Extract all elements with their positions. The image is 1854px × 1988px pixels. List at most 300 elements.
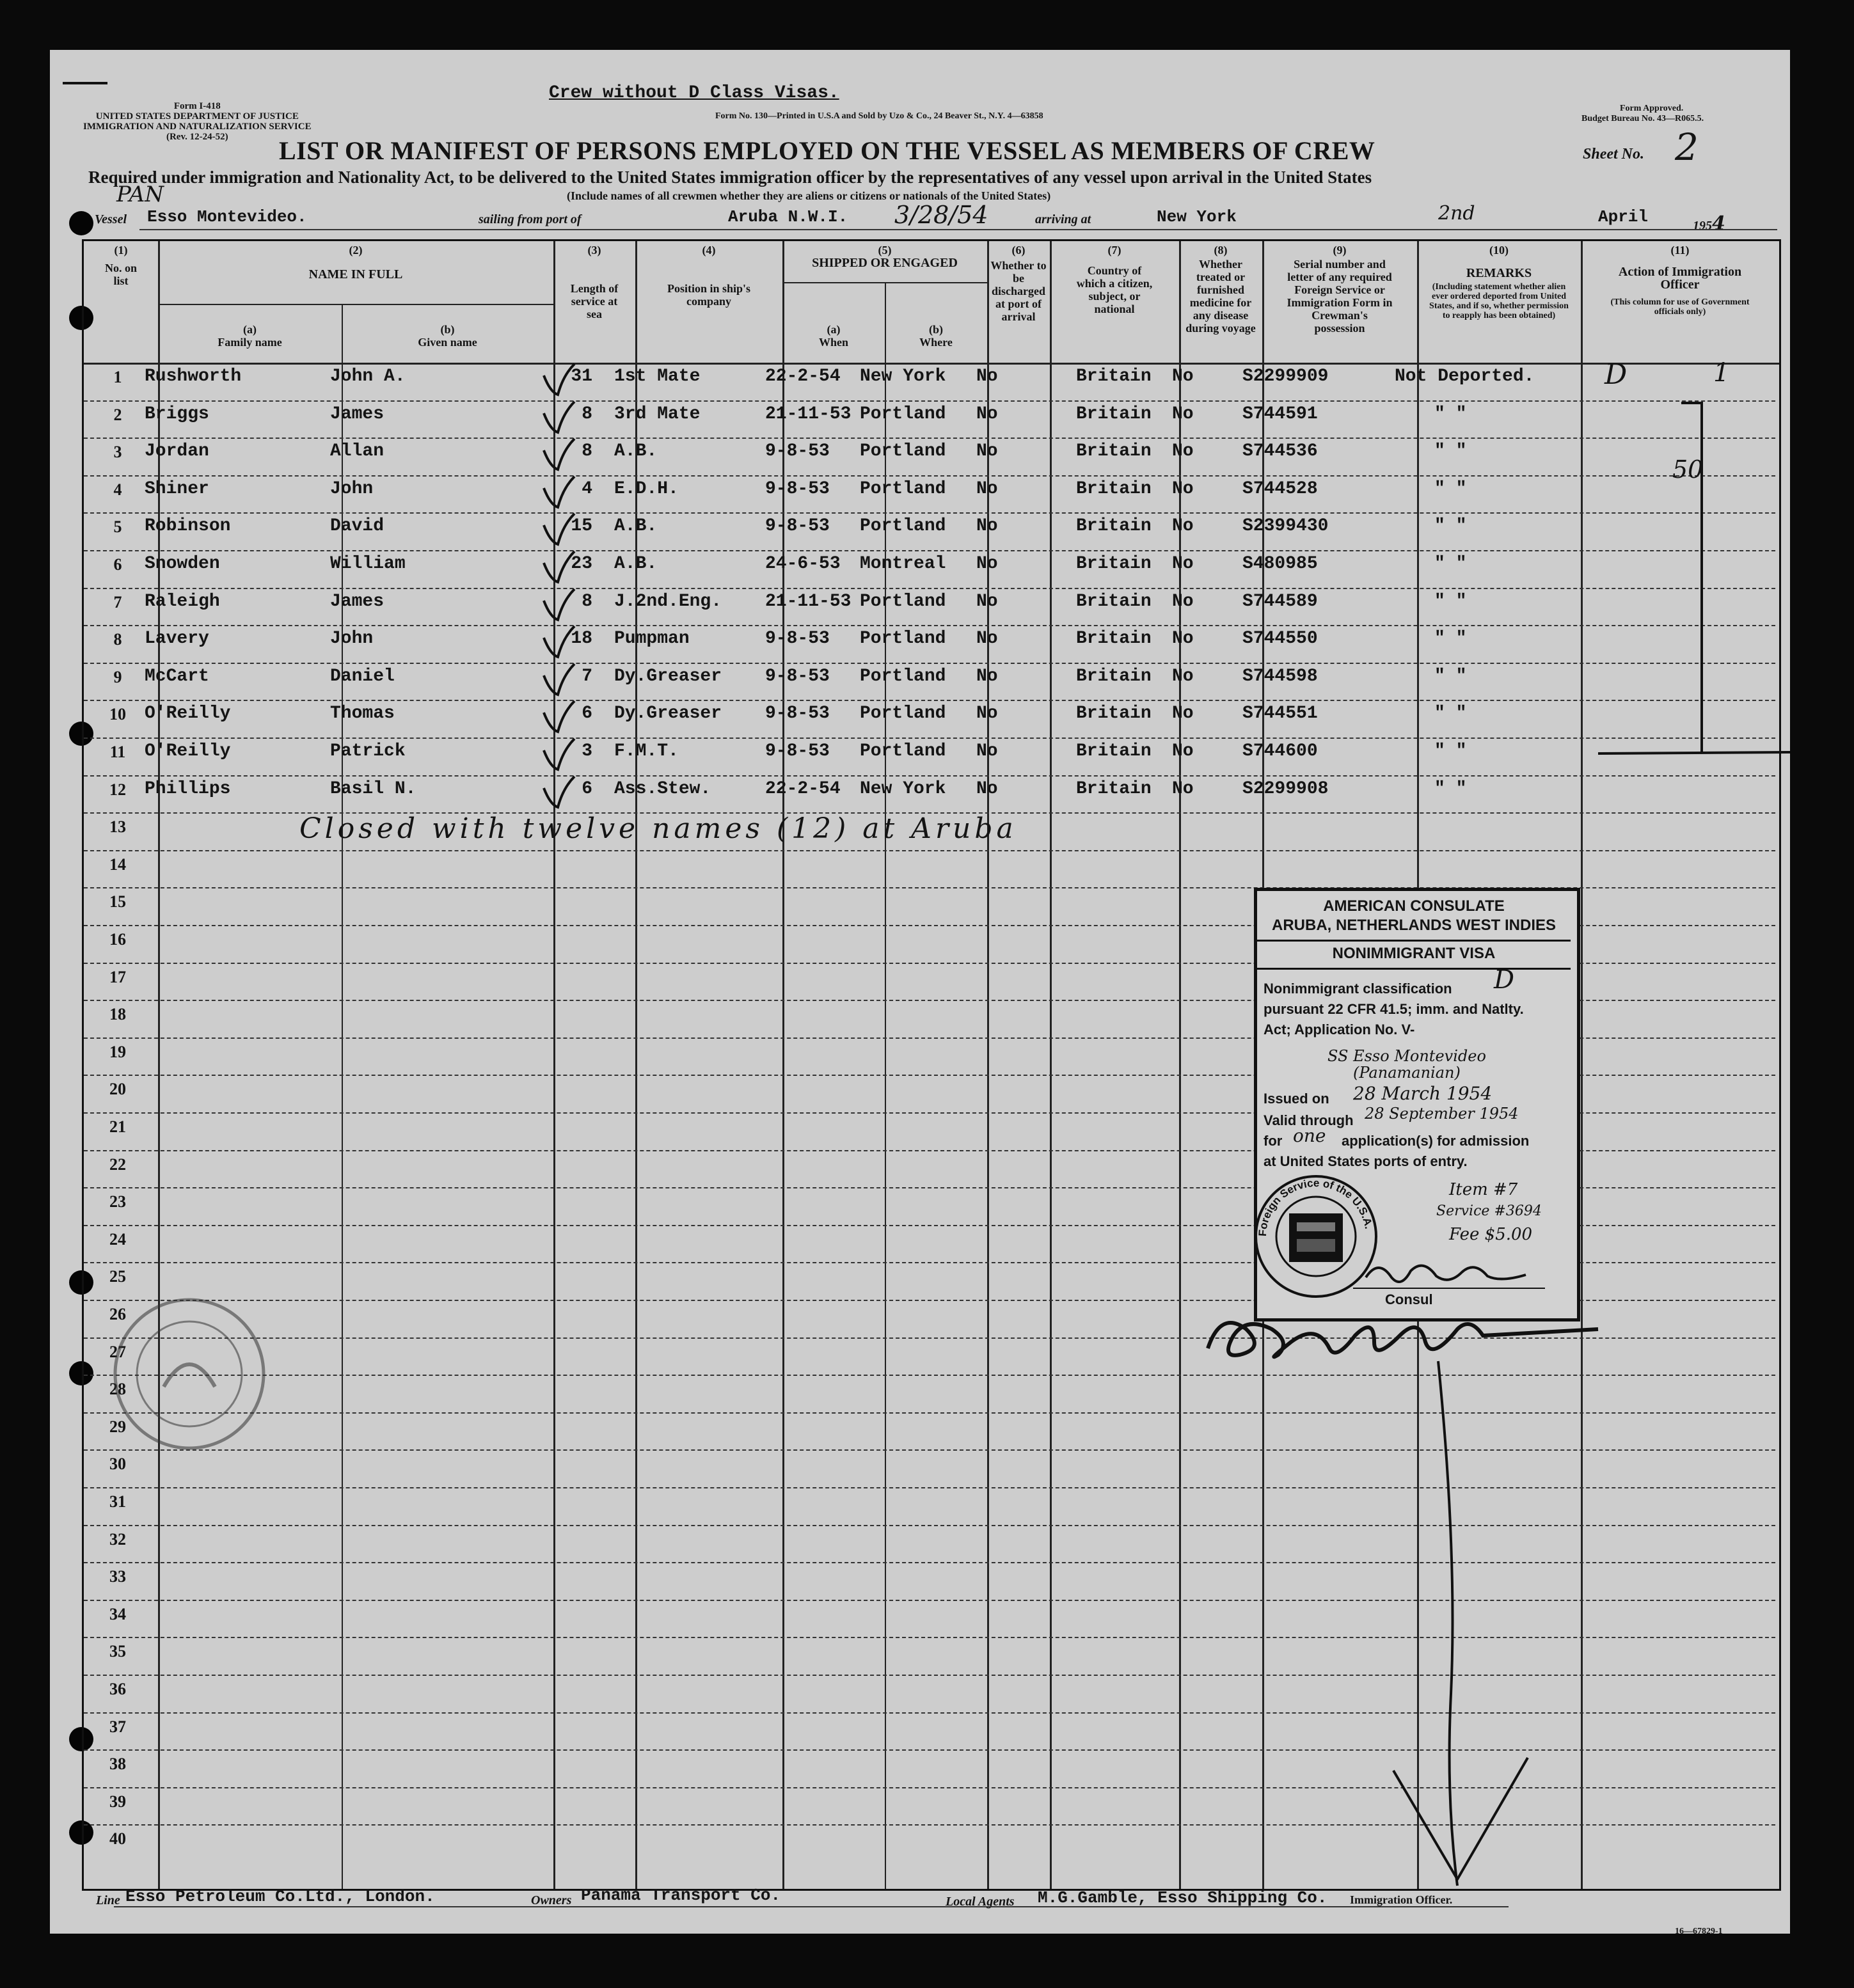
engaged-where-cell: Portland: [860, 441, 946, 462]
remarks-cell: " ": [1434, 591, 1467, 611]
officer-mark-fifty: 50: [1672, 455, 1704, 484]
col11-note: (This column for use of Government officials only): [1610, 297, 1750, 317]
position-cell: 3rd Mate: [614, 404, 701, 424]
col2-number: (2): [349, 244, 363, 256]
table-row: [82, 663, 1777, 700]
form-approved-line: Form Approved.: [1620, 104, 1684, 113]
col3-header: [553, 244, 635, 320]
check-mark-icon: [540, 697, 578, 736]
stamp-rule: [1257, 968, 1571, 970]
family-name-cell: O'Reilly: [145, 741, 231, 761]
remarks-cell: " ": [1434, 778, 1467, 799]
engaged-where-cell: Portland: [860, 704, 946, 724]
table-row: [82, 625, 1777, 662]
stamp-act: Act; Application No. V-: [1264, 1022, 1415, 1037]
position-cell: E.D.H.: [614, 478, 679, 499]
engaged-where-cell: Portland: [860, 591, 946, 611]
footer-line-label: Line: [96, 1893, 120, 1907]
service-length-cell: 8: [582, 591, 592, 611]
row-number: 15: [109, 892, 126, 911]
col11-header: [1581, 244, 1779, 317]
form-number: Form I-418: [173, 101, 221, 111]
row-number: 3: [113, 443, 122, 462]
serial-number-cell: S2299909: [1242, 367, 1329, 386]
discharged-cell: No: [976, 741, 998, 761]
check-mark-icon: [540, 398, 578, 436]
service-length-cell: 6: [582, 778, 592, 799]
service-line: IMMIGRATION AND NATURALIZATION SERVICE: [83, 122, 312, 132]
discharged-cell: No: [976, 666, 998, 686]
footer-line-value: Esso Petroleum Co.Ltd., London.: [125, 1887, 435, 1906]
check-mark-icon: [540, 510, 578, 548]
row-number: 10: [109, 705, 126, 724]
row-number: 7: [113, 592, 122, 611]
col5a-label: When: [818, 336, 848, 349]
sailing-port: Aruba N.W.I.: [728, 207, 848, 226]
col2a-number: (a): [243, 323, 257, 336]
stamp-consulate: AMERICAN CONSULATE: [1323, 897, 1505, 915]
stamp-service: Service #3694: [1436, 1203, 1542, 1219]
row-number: 28: [109, 1380, 126, 1399]
row-number: 13: [109, 817, 126, 837]
page-subnote: (Include names of all crewmen whether they are aliens or citizens or nationals of the United States): [567, 189, 1051, 202]
closing-note: Closed with twelve names (12) at Aruba: [299, 812, 1017, 845]
table-row: [82, 700, 1777, 737]
given-name-cell: John: [330, 478, 374, 499]
stamp-vessel-hand2: (Panamanian): [1353, 1064, 1461, 1082]
discharged-cell: No: [976, 778, 998, 799]
row-number: 37: [109, 1717, 126, 1736]
row-number: 1: [113, 368, 122, 386]
row-number: 40: [109, 1829, 126, 1849]
serial-number-cell: S2399430: [1242, 516, 1329, 537]
row-number: 35: [109, 1642, 126, 1661]
serial-number-cell: S744598: [1242, 666, 1318, 686]
position-cell: Ass.Stew.: [614, 778, 711, 799]
position-cell: F.M.T.: [614, 741, 679, 761]
engaged-where-cell: Portland: [860, 478, 946, 499]
given-name-cell: Patrick: [330, 741, 406, 761]
footer-agents-label: Local Agents: [946, 1895, 1015, 1909]
row-number: 12: [109, 780, 126, 799]
family-name-cell: Shiner: [145, 478, 209, 499]
service-length-cell: 23: [571, 554, 592, 574]
row-number: 2: [113, 405, 122, 424]
engaged-where-cell: Montreal: [860, 554, 946, 574]
col8-number: (8): [1214, 244, 1228, 256]
given-name-cell: Basil N.: [330, 778, 416, 799]
row-number: 6: [113, 555, 122, 574]
col6-header: [987, 244, 1050, 323]
given-name-cell: James: [330, 404, 384, 424]
stamp-valid-label: Valid through: [1264, 1112, 1354, 1128]
row-number: 38: [109, 1755, 126, 1774]
row-number: 9: [113, 667, 122, 686]
stamp-class-label: Nonimmigrant classification: [1264, 981, 1452, 997]
serial-number-cell: S744551: [1242, 704, 1318, 724]
col9-label: Serial number and letter of any required Foreign Service or Immigration Form in Crewman's possession: [1287, 258, 1393, 335]
arrival-port: New York: [1157, 207, 1237, 226]
service-length-cell: 18: [571, 629, 592, 649]
country-cell: Britain: [1076, 629, 1152, 649]
stamp-application: application(s) for admission: [1342, 1133, 1530, 1149]
consulate-stamp: [1254, 888, 1580, 1321]
col2b-number: (b): [440, 323, 455, 336]
engaged-when-cell: 9-8-53: [765, 741, 830, 761]
row-number: 14: [109, 855, 126, 874]
col10-header: [1417, 244, 1581, 320]
row-number: 26: [109, 1305, 126, 1323]
treated-cell: No: [1172, 591, 1194, 611]
vessel-underline: [139, 229, 1777, 230]
col9-number: (9): [1333, 244, 1347, 256]
footer-agents-value: M.G.Gamble, Esso Shipping Co.: [1038, 1888, 1327, 1907]
check-mark-icon: [540, 735, 578, 773]
check-mark-icon: [540, 585, 578, 624]
col2-header: [158, 244, 553, 281]
col6-label: Whether to be discharged at port of arrival: [990, 259, 1047, 323]
page-title: LIST OR MANIFEST OF PERSONS EMPLOYED ON THE VESSEL AS MEMBERS OF CREW: [279, 136, 1375, 165]
stamp-visa-title: NONIMMIGRANT VISA: [1332, 945, 1496, 962]
family-name-cell: Rushworth: [145, 367, 242, 386]
position-cell: A.B.: [614, 441, 658, 462]
footer-rule: [114, 1906, 1509, 1907]
form-approved: [1581, 104, 1704, 124]
position-cell: Dy.Greaser: [614, 704, 722, 724]
stamp-location: ARUBA, NETHERLANDS WEST INDIES: [1271, 917, 1556, 934]
country-cell: Britain: [1076, 741, 1152, 761]
arrival-year: [1693, 212, 1725, 235]
remarks-cell: Not Deported.: [1395, 367, 1535, 386]
engaged-when-cell: 22-2-54: [765, 367, 841, 386]
row-number: 39: [109, 1792, 126, 1811]
engaged-when-cell: 24-6-53: [765, 554, 841, 574]
stamp-item: Item #7: [1449, 1180, 1518, 1199]
consul-label: Consul: [1385, 1291, 1433, 1307]
treated-cell: No: [1172, 741, 1194, 761]
row-number: 36: [109, 1680, 126, 1698]
row-number: 20: [109, 1080, 126, 1099]
col7-label: Country of which a citizen, subject, or national: [1076, 264, 1153, 315]
stamp-pursuant: pursuant 22 CFR 41.5; imm. and Natlty.: [1264, 1001, 1524, 1017]
stamp-vessel-hand: SS Esso Montevideo: [1327, 1047, 1486, 1065]
family-name-cell: Snowden: [145, 554, 220, 574]
row-number: 34: [109, 1604, 126, 1623]
stamp-for-value: one: [1293, 1125, 1326, 1146]
stamp-issued-label: Issued on: [1264, 1091, 1329, 1107]
col11-label: Action of Immigration Officer: [1618, 265, 1742, 292]
row-number: 17: [109, 967, 126, 986]
col5-label: SHIPPED OR ENGAGED: [812, 256, 958, 270]
arrival-month: April: [1598, 207, 1649, 226]
engaged-where-cell: Portland: [860, 741, 946, 761]
col10-label: REMARKS: [1466, 266, 1532, 280]
table-row: [82, 363, 1777, 400]
col10-note: (Including statement whether alien ever ordered deported from United States, and if so, whether permission to reapply has been obtained): [1429, 282, 1569, 320]
table-row: [82, 550, 1777, 587]
country-cell: Britain: [1076, 591, 1152, 611]
officer-mark-d: D: [1604, 358, 1628, 391]
vessel-name: Esso Montevideo.: [147, 207, 307, 226]
service-length-cell: 8: [582, 404, 592, 424]
treated-cell: No: [1172, 367, 1194, 386]
check-mark-icon: [540, 773, 578, 811]
seal-text: Foreign Service of the U.S.A.: [1256, 1176, 1375, 1237]
revision-line: (Rev. 12-24-52): [166, 132, 228, 142]
row-number: 19: [109, 1042, 126, 1061]
engaged-where-cell: Portland: [860, 666, 946, 686]
row-number: 11: [109, 743, 126, 761]
treated-cell: No: [1172, 404, 1194, 424]
remarks-cell: " ": [1434, 629, 1467, 649]
engaged-when-cell: 9-8-53: [765, 441, 830, 462]
col3-label: Length of service at sea: [570, 282, 619, 320]
col8-label: Whether treated or furnished medicine for any disease during voyage: [1185, 258, 1256, 335]
footer-owners-value: Panama Transport Co.: [581, 1886, 781, 1905]
arrival-day: 2nd: [1438, 202, 1475, 225]
given-name-cell: James: [330, 591, 384, 611]
service-length-cell: 4: [582, 478, 592, 499]
printer-line: Form No. 130—Printed in U.S.A and Sold by Uzo & Co., 24 Beaver St., N.Y. 4—63858: [715, 111, 1043, 121]
remarks-cell: " ": [1434, 666, 1467, 686]
row-number: 22: [109, 1155, 126, 1174]
col5b-label: Where: [919, 336, 953, 349]
col10-number: (10): [1489, 244, 1509, 256]
engaged-when-cell: 21-11-53: [765, 591, 852, 611]
remarks-cell: " ": [1434, 516, 1467, 537]
consul-line: [1353, 1288, 1545, 1289]
immigration-postmark: [106, 1291, 273, 1457]
treated-cell: No: [1172, 441, 1194, 462]
department-line: UNITED STATES DEPARTMENT OF JUSTICE: [95, 111, 299, 122]
remarks-cell: " ": [1434, 441, 1467, 462]
treated-cell: No: [1172, 778, 1194, 799]
vessel-label: Vessel: [95, 212, 127, 226]
country-cell: Britain: [1076, 704, 1152, 724]
family-name-cell: Raleigh: [145, 591, 220, 611]
sheet-label: Sheet No.: [1583, 146, 1644, 162]
row-number: 33: [109, 1567, 126, 1586]
serial-number-cell: S744550: [1242, 629, 1318, 649]
family-name-cell: McCart: [145, 666, 209, 686]
discharged-cell: No: [976, 404, 998, 424]
engaged-where-cell: New York: [860, 778, 946, 799]
stamp-rule: [1257, 940, 1571, 942]
engaged-when-cell: 21-11-53: [765, 404, 852, 424]
stamp-ports: at United States ports of entry.: [1264, 1153, 1468, 1169]
check-mark-icon: [540, 473, 578, 511]
remarks-cell: " ": [1434, 741, 1467, 761]
col2b-header: [342, 323, 553, 349]
treated-cell: No: [1172, 516, 1194, 537]
check-mark-icon: [540, 548, 578, 586]
remarks-cell: " ": [1434, 554, 1467, 574]
engaged-where-cell: Portland: [860, 516, 946, 537]
col5a-number: (a): [827, 323, 841, 336]
serial-number-cell: S744528: [1242, 478, 1318, 499]
engaged-where-cell: Portland: [860, 404, 946, 424]
country-cell: Britain: [1076, 478, 1152, 499]
given-name-cell: Thomas: [330, 704, 395, 724]
col5-number: (5): [878, 244, 892, 256]
country-cell: Britain: [1076, 367, 1152, 386]
check-mark-icon: [540, 660, 578, 698]
family-name-cell: Lavery: [145, 629, 209, 649]
col5b-header: [885, 323, 987, 349]
col1-label: No. on list: [104, 262, 137, 287]
row-number: 21: [109, 1117, 126, 1136]
discharged-cell: No: [976, 478, 998, 499]
service-length-cell: 31: [571, 367, 592, 386]
country-cell: Britain: [1076, 404, 1152, 424]
col2b-label: Given name: [418, 336, 477, 349]
col2a-header: [158, 323, 342, 349]
discharged-cell: No: [976, 629, 998, 649]
country-cell: Britain: [1076, 441, 1152, 462]
serial-number-cell: S744591: [1242, 404, 1318, 424]
treated-cell: No: [1172, 478, 1194, 499]
country-cell: Britain: [1076, 554, 1152, 574]
check-mark-icon: [540, 622, 578, 661]
check-mark-icon: [540, 435, 578, 473]
row-separator: [84, 850, 1775, 851]
stamp-fee: Fee $5.00: [1449, 1225, 1533, 1244]
engaged-when-cell: 9-8-53: [765, 478, 830, 499]
manifest-paper: [50, 50, 1790, 1934]
table-row: [82, 738, 1777, 775]
table-row: [82, 400, 1777, 438]
position-cell: J.2nd.Eng.: [614, 591, 722, 611]
position-cell: A.B.: [614, 554, 658, 574]
discharged-cell: No: [976, 554, 998, 574]
down-arrow: [1374, 1355, 1566, 1905]
col4-header: [635, 244, 782, 308]
footer-officer-label: Immigration Officer.: [1350, 1893, 1453, 1906]
given-name-cell: William: [330, 554, 406, 574]
table-row: [82, 775, 1777, 812]
country-cell: Britain: [1076, 778, 1152, 799]
stamp-for-label: for: [1264, 1133, 1283, 1149]
serial-number-cell: S744536: [1242, 441, 1318, 462]
engaged-when-cell: 9-8-53: [765, 516, 830, 537]
stamp-class-value: D: [1494, 965, 1515, 995]
remarks-cell: " ": [1434, 478, 1467, 499]
col1-header: [84, 244, 158, 287]
family-name-cell: O'Reilly: [145, 704, 231, 724]
row-number: 29: [109, 1417, 126, 1436]
service-length-cell: 7: [582, 666, 592, 686]
row-number: 30: [109, 1455, 126, 1474]
position-cell: Dy.Greaser: [614, 666, 722, 686]
engaged-where-cell: New York: [860, 367, 946, 386]
family-name-cell: Robinson: [145, 516, 231, 537]
sailing-label: sailing from port of: [479, 212, 582, 226]
family-name-cell: Jordan: [145, 441, 209, 462]
consul-signature: [1359, 1258, 1551, 1290]
engaged-when-cell: 22-2-54: [765, 778, 841, 799]
handwritten-dash: [63, 82, 107, 84]
serial-number-cell: S744600: [1242, 741, 1318, 761]
col5-header: [782, 244, 987, 269]
service-length-cell: 6: [582, 704, 592, 724]
table-row: [82, 512, 1777, 549]
given-name-cell: David: [330, 516, 384, 537]
row-number: 32: [109, 1529, 126, 1549]
position-cell: Pumpman: [614, 629, 690, 649]
serial-number-cell: S2299908: [1242, 778, 1329, 799]
footer-code: 16—67829-1: [1675, 1927, 1723, 1936]
country-cell: Britain: [1076, 666, 1152, 686]
col9-header: [1262, 244, 1417, 335]
discharged-cell: No: [976, 516, 998, 537]
country-cell: Britain: [1076, 516, 1152, 537]
check-mark-icon: [540, 360, 578, 398]
given-name-cell: John A.: [330, 367, 406, 386]
col2-label: NAME IN FULL: [308, 267, 403, 281]
row-number: 27: [109, 1342, 126, 1361]
engaged-when-cell: 9-8-53: [765, 704, 830, 724]
serial-number-cell: S480985: [1242, 554, 1318, 574]
row-number: 25: [109, 1267, 126, 1286]
service-length-cell: 8: [582, 441, 592, 462]
service-length-cell: 3: [582, 741, 592, 761]
row-number: 31: [109, 1492, 126, 1511]
family-name-cell: Phillips: [145, 778, 231, 799]
serial-number-cell: S744589: [1242, 591, 1318, 611]
position-cell: A.B.: [614, 516, 658, 537]
stamp-valid-value: 28 September 1954: [1365, 1105, 1519, 1123]
engaged-where-cell: Portland: [860, 629, 946, 649]
year-suffix: 4: [1712, 212, 1725, 235]
table-row: [82, 588, 1777, 625]
row-number: 5: [113, 517, 122, 537]
col4-label: Position in ship's company: [667, 282, 751, 308]
remarks-cell: " ": [1434, 404, 1467, 424]
col7-number: (7): [1107, 244, 1121, 256]
row-number: 23: [109, 1192, 126, 1211]
officer-mark-one: 1: [1713, 358, 1730, 388]
discharged-cell: No: [976, 591, 998, 611]
budget-bureau-line: Budget Bureau No. 43—R065.5.: [1581, 114, 1704, 123]
family-name-cell: Briggs: [145, 404, 209, 424]
discharged-cell: No: [976, 704, 998, 724]
col5a-header: [782, 323, 885, 349]
row-number: 18: [109, 1005, 126, 1024]
page-subtitle: Required under immigration and Nationality Act, to be delivered to the United States immigration officer by the representatives of any vessel upon arrival in the United States: [88, 168, 1372, 187]
col4-number: (4): [702, 244, 716, 256]
col1-number: (1): [114, 244, 128, 256]
col2a-label: Family name: [218, 336, 282, 349]
row-number: 8: [113, 630, 122, 649]
sailing-date: 3/28/54: [894, 201, 988, 229]
punch-hole: [69, 211, 93, 235]
arriving-label: arriving at: [1035, 212, 1091, 226]
engaged-when-cell: 9-8-53: [765, 666, 830, 686]
top-annotation: Crew without D Class Visas.: [549, 83, 839, 103]
discharged-cell: No: [976, 367, 998, 386]
sheet-number: 2: [1675, 125, 1699, 169]
col3-number: (3): [587, 244, 601, 256]
row-number: 4: [113, 480, 122, 499]
position-cell: 1st Mate: [614, 367, 701, 386]
col6-number: (6): [1011, 244, 1026, 256]
col8-header: [1179, 244, 1262, 335]
table-row: [82, 438, 1777, 475]
stamp-issued-value: 28 March 1954: [1353, 1083, 1493, 1104]
treated-cell: No: [1172, 704, 1194, 724]
header-divider: [158, 304, 553, 305]
discharged-cell: No: [976, 441, 998, 462]
